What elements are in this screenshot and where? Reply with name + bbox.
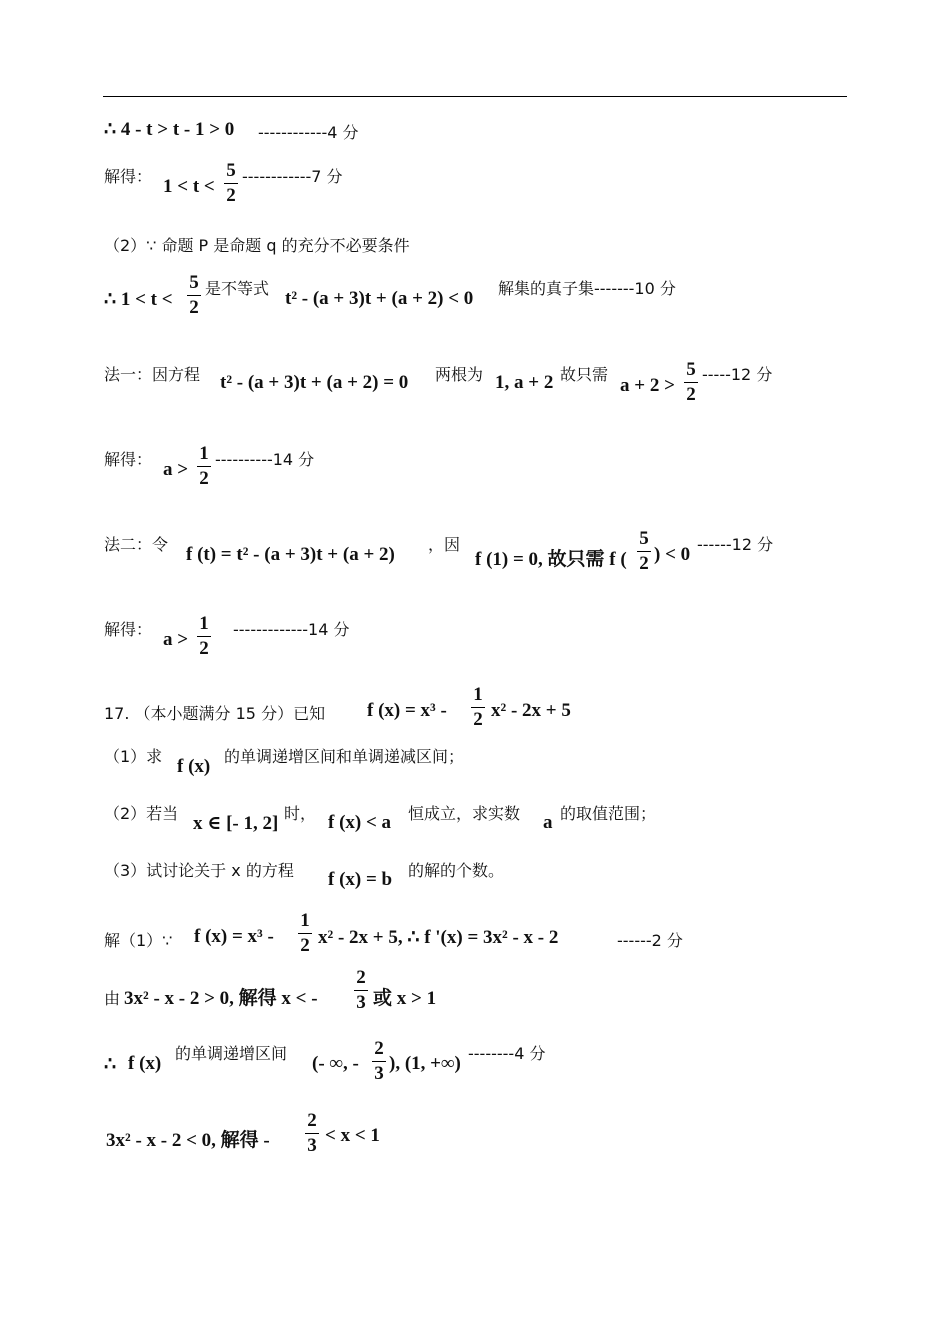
math: ∴ 1 < t <: [104, 289, 173, 310]
math: x² - 2x + 5: [491, 700, 571, 721]
math: f (t) = t² - (a + 3)t + (a + 2): [186, 544, 395, 565]
denominator: 2: [199, 638, 209, 659]
text: 时，: [284, 804, 317, 823]
numerator: 1: [300, 910, 310, 931]
fraction: [187, 272, 201, 319]
fraction: [684, 359, 698, 406]
numerator: 5: [189, 272, 199, 293]
text: 的单调递增区间和单调递减区间；: [224, 747, 465, 766]
label: 解（1）∵: [104, 931, 173, 950]
denominator: 3: [374, 1063, 384, 1084]
math: f (x): [128, 1053, 162, 1074]
numerator: 1: [473, 684, 483, 705]
numerator: 5: [639, 528, 649, 549]
math: a + 2 >: [620, 375, 675, 396]
math: f (x) < a: [328, 812, 392, 833]
text: ，因: [428, 535, 461, 554]
math: a >: [163, 629, 189, 650]
math: x² - 2x + 5, ∴ f '(x) = 3x² - x - 2: [318, 927, 559, 948]
fraction: [354, 967, 368, 1014]
denominator: 2: [300, 935, 310, 956]
text: 恒成立，求实数: [408, 804, 521, 823]
math: f (x): [177, 756, 211, 777]
label: 解得：: [104, 620, 153, 639]
text: （3）试讨论关于 x 的方程: [104, 861, 294, 880]
header-rule: [103, 96, 847, 97]
math: 或 x > 1: [373, 988, 437, 1009]
fraction: [298, 910, 312, 957]
score-mark: ------12 分: [697, 535, 774, 554]
text: （2）若当: [104, 804, 179, 823]
denominator: 2: [473, 709, 483, 730]
score-mark: --------4 分: [468, 1044, 546, 1063]
numerator: 5: [686, 359, 696, 380]
numerator: 5: [226, 160, 236, 181]
label: 法二：令: [104, 535, 169, 554]
math: f (x) = x³ -: [194, 926, 274, 947]
text: 的取值范围；: [560, 804, 657, 823]
label: 解得：: [104, 450, 153, 469]
fraction: [305, 1110, 319, 1157]
math: 1, a + 2: [495, 372, 554, 393]
math: f (x) = b: [328, 869, 393, 890]
math: ), (1, +∞): [389, 1053, 461, 1074]
score-mark: ------2 分: [617, 931, 683, 950]
math: 3x² - x - 2 < 0, 解得 -: [106, 1130, 270, 1151]
label: 17. （本小题满分 15 分）已知: [104, 704, 326, 723]
fraction: [372, 1038, 386, 1085]
text: （1）求: [104, 747, 163, 766]
math: a: [543, 812, 553, 833]
text: 的解的个数。: [408, 861, 505, 880]
denominator: 3: [307, 1135, 317, 1156]
numerator: 2: [356, 967, 366, 988]
math: 3x² - x - 2 > 0, 解得 x < -: [124, 988, 318, 1009]
math: t² - (a + 3)t + (a + 2) = 0: [220, 372, 409, 393]
score-mark: ----------14 分: [215, 450, 315, 469]
math: a >: [163, 459, 189, 480]
math: < x < 1: [325, 1125, 380, 1146]
text: 的单调递增区间: [175, 1044, 288, 1063]
math: (- ∞, -: [312, 1053, 359, 1074]
text: 两根为: [435, 365, 484, 384]
fraction: [471, 684, 485, 731]
math: 1 < t <: [163, 176, 215, 197]
score-mark: -------------14 分: [233, 620, 350, 639]
text: 解集的真子集-------10 分: [498, 279, 676, 298]
text: 故只需: [560, 365, 609, 384]
denominator: 3: [356, 992, 366, 1013]
denominator: 2: [686, 384, 696, 405]
score-mark: ------------7 分: [242, 167, 343, 186]
math: ∴: [104, 1054, 117, 1075]
score-mark: ------------4 分: [258, 123, 359, 142]
denominator: 2: [199, 468, 209, 489]
fraction: [197, 613, 211, 660]
denominator: 2: [639, 553, 649, 574]
fraction: [637, 528, 651, 575]
numerator: 1: [199, 613, 209, 634]
numerator: 2: [374, 1038, 384, 1059]
math: f (1) = 0, 故只需 f (: [475, 549, 627, 570]
fraction: [197, 443, 211, 490]
denominator: 2: [226, 185, 236, 206]
label: 由: [104, 989, 121, 1008]
math: ∴ 4 - t > t - 1 > 0: [104, 119, 235, 140]
label: 法一：因方程: [104, 365, 201, 384]
score-mark: -----12 分: [702, 365, 773, 384]
math: ) < 0: [654, 544, 691, 565]
fraction: [224, 160, 238, 207]
text: 是不等式: [205, 279, 270, 298]
numerator: 2: [307, 1110, 317, 1131]
label: 解得：: [104, 167, 153, 186]
denominator: 2: [189, 297, 199, 318]
numerator: 1: [199, 443, 209, 464]
math: t² - (a + 3)t + (a + 2) < 0: [285, 288, 474, 309]
math: f (x) = x³ -: [367, 700, 447, 721]
line-3: （2）∵ 命题 P 是命题 q 的充分不必要条件: [104, 236, 410, 255]
math: x ∈ [- 1, 2]: [193, 813, 279, 834]
